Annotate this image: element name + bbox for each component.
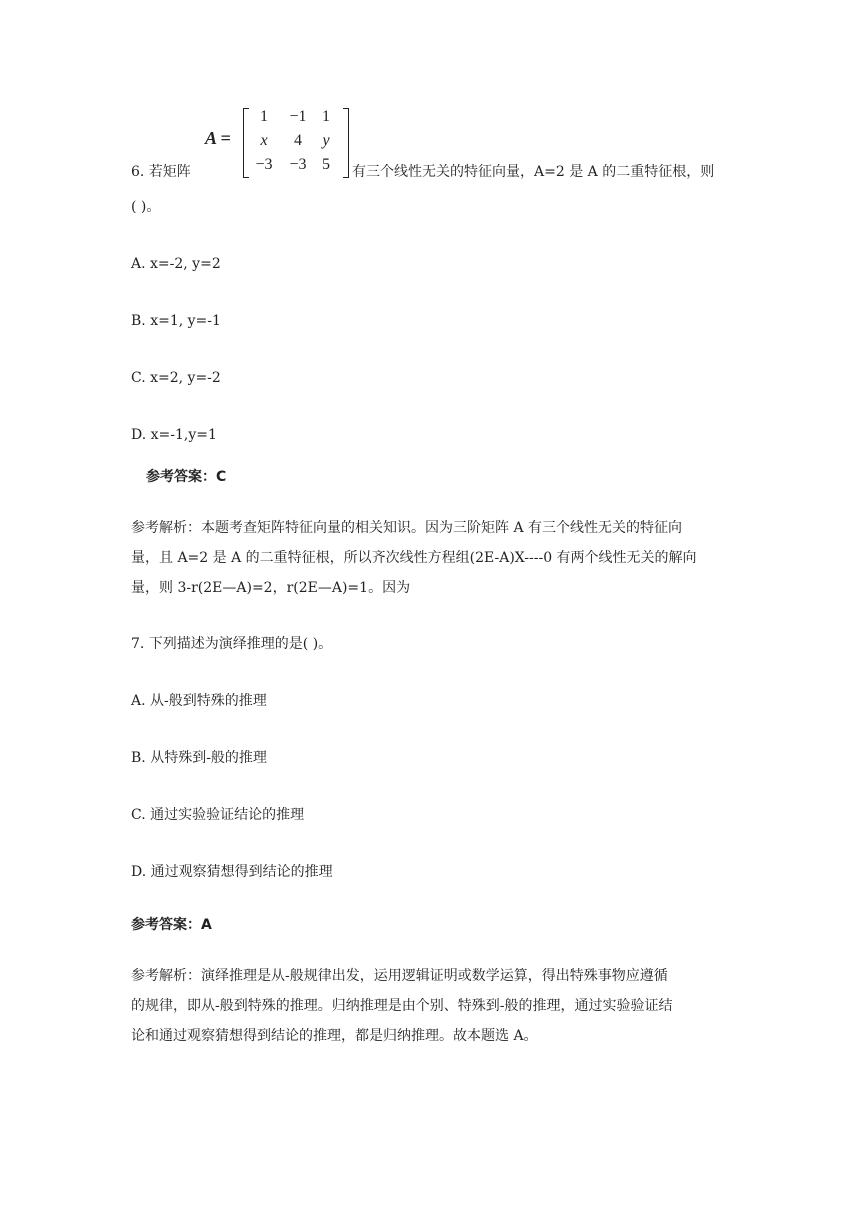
q6-analysis-line: 量，且 A=2 是 A 的二重特征根，所以齐次线性方程组(2E-A)X----0 有两个线性无关的解向	[131, 550, 697, 566]
q7-option-d: D. 通过观察猜想得到结论的推理	[131, 864, 333, 880]
matrix-A	[205, 104, 350, 176]
q6-option-d: D. x=-1,y=1	[131, 427, 217, 443]
q7-option-c: C. 通过实验验证结论的推理	[131, 807, 305, 823]
q7-option-a: A. 从-般到特殊的推理	[131, 693, 267, 709]
matrix-label: A =	[205, 128, 231, 148]
matrix-cell: x	[260, 132, 268, 149]
q6-option-a: A. x=-2, y=2	[131, 256, 221, 272]
q7-analysis-line: 的规律，即从-般到特殊的推理。归纳推理是由个别、特殊到-般的推理，通过实验验证结	[131, 998, 673, 1014]
q6-stem-suffix: 有三个线性无关的特征向量，A=2 是 A 的二重特征根，则	[352, 164, 715, 180]
matrix-cell: 1	[260, 108, 268, 125]
matrix-cell: −3	[255, 156, 273, 173]
matrix-cell: 4	[294, 132, 302, 149]
matrix-cell: y	[322, 132, 330, 149]
q7-analysis-line: 论和通过观察猜想得到结论的推理，都是归纳推理。故本题选 A。	[131, 1028, 538, 1044]
q7-answer: 参考答案：A	[131, 917, 212, 933]
q6-analysis-line: 参考解析：本题考查矩阵特征向量的相关知识。因为三阶矩阵 A 有三个线性无关的特征向	[131, 520, 683, 536]
matrix-cell: −3	[289, 156, 307, 173]
q6-analysis-line: 量，则 3-r(2E—A)=2，r(2E—A)=1。因为	[131, 580, 411, 596]
matrix-cell: −1	[289, 108, 307, 125]
q6-stem-line2: ( )。	[131, 199, 161, 215]
matrix-cell: 1	[322, 108, 330, 125]
q6-option-c: C. x=2, y=-2	[131, 370, 221, 386]
q6-answer: 参考答案：C	[146, 469, 227, 485]
q7-analysis-line: 参考解析：演绎推理是从-般规律出发，运用逻辑证明或数学运算，得出特殊事物应遵循	[131, 968, 668, 984]
q7-stem: 7. 下列描述为演绎推理的是( )。	[131, 636, 333, 652]
q7-option-b: B. 从特殊到-般的推理	[131, 750, 267, 766]
matrix-cell: 5	[322, 156, 330, 173]
q6-prefix: 6. 若矩阵	[131, 164, 191, 180]
q6-option-b: B. x=1, y=-1	[131, 313, 221, 329]
matrix-right-bracket	[343, 108, 349, 178]
